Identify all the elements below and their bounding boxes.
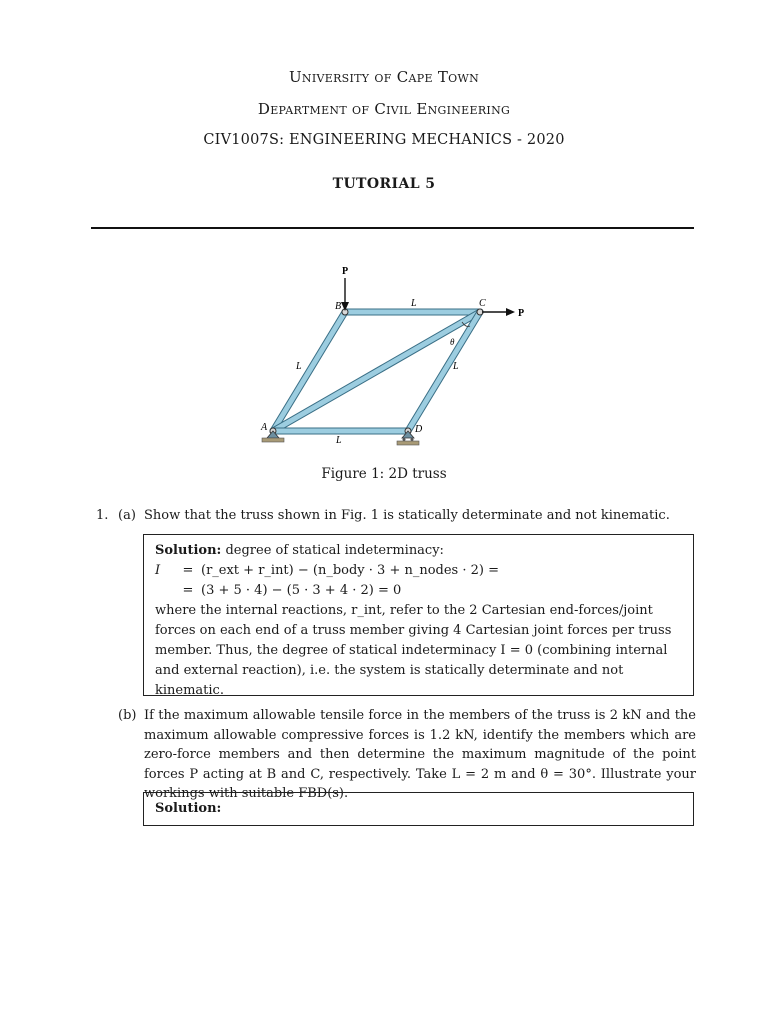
part-b-text: If the maximum allowable tensile force in the members of the truss is 2 kN and the maximum allowable compressive forces is 1.2 kN, identify the members which are zero-force members and then determine the maximum magnitude of the point forces P acting at B and C, respectively. Take L = 2 m and θ = 30°. Illustrate your workings with suitable FBD(s). bbox=[144, 708, 696, 801]
label-l-top: L bbox=[411, 298, 417, 309]
truss-figure bbox=[240, 256, 540, 456]
label-b: B bbox=[335, 301, 342, 312]
label-l-right: L bbox=[453, 361, 459, 372]
figure-caption: Figure 1: 2D truss bbox=[321, 466, 447, 482]
label-d: D bbox=[415, 424, 423, 435]
solution-box-b bbox=[143, 792, 694, 826]
solution-box-a bbox=[143, 534, 694, 696]
solution-b-label: Solution: bbox=[155, 801, 222, 816]
eq2-op: = bbox=[182, 583, 194, 598]
label-l-bottom: L bbox=[336, 435, 342, 446]
label-c: C bbox=[479, 298, 486, 309]
eq1-lhs: I bbox=[155, 563, 161, 578]
truss-members bbox=[273, 312, 480, 431]
eq1-rhs: (r_ext + r_int) − (n_body · 3 + n_nodes · 2) = bbox=[201, 563, 499, 578]
horizontal-rule bbox=[91, 227, 694, 229]
solution-a-body: where the internal reactions, r_int, refer to the 2 Cartesian end-forces/joint forces on each end of a truss member giving 4 Cartesian joint forces per truss member. Thus, the degree of statical indeterminacy I = 0 (combining internal and external reaction), i.e. the system is statically determinate and not kinematic. bbox=[155, 603, 672, 698]
question-number: 1. bbox=[96, 508, 109, 523]
label-a: A bbox=[261, 422, 268, 433]
label-p-top: P bbox=[342, 266, 349, 277]
eq1-op: = bbox=[182, 563, 194, 578]
part-b-label: (b) bbox=[118, 708, 137, 723]
course-heading: CIV1007S: ENGINEERING MECHANICS - 2020 bbox=[203, 132, 565, 148]
tutorial-title: TUTORIAL 5 bbox=[332, 176, 436, 192]
solution-a-intro: degree of statical indeterminacy: bbox=[221, 543, 444, 558]
eq2-rhs: (3 + 5 · 4) − (5 · 3 + 4 · 2) = 0 bbox=[201, 583, 402, 598]
solution-a-label: Solution: bbox=[155, 543, 222, 558]
part-a-label: (a) bbox=[118, 508, 136, 523]
equation-row-1 bbox=[155, 561, 682, 581]
equation-row-2 bbox=[155, 581, 682, 601]
part-a-text: Show that the truss shown in Fig. 1 is statically determinate and not kinematic. bbox=[144, 508, 670, 523]
solution-a-intro-line bbox=[155, 541, 682, 561]
label-p-right: P bbox=[518, 308, 525, 319]
university-heading: University of Cape Town bbox=[288, 68, 479, 86]
label-l-left: L bbox=[296, 361, 302, 372]
label-theta: θ bbox=[450, 337, 455, 347]
department-heading: Department of Civil Engineering bbox=[257, 100, 511, 118]
